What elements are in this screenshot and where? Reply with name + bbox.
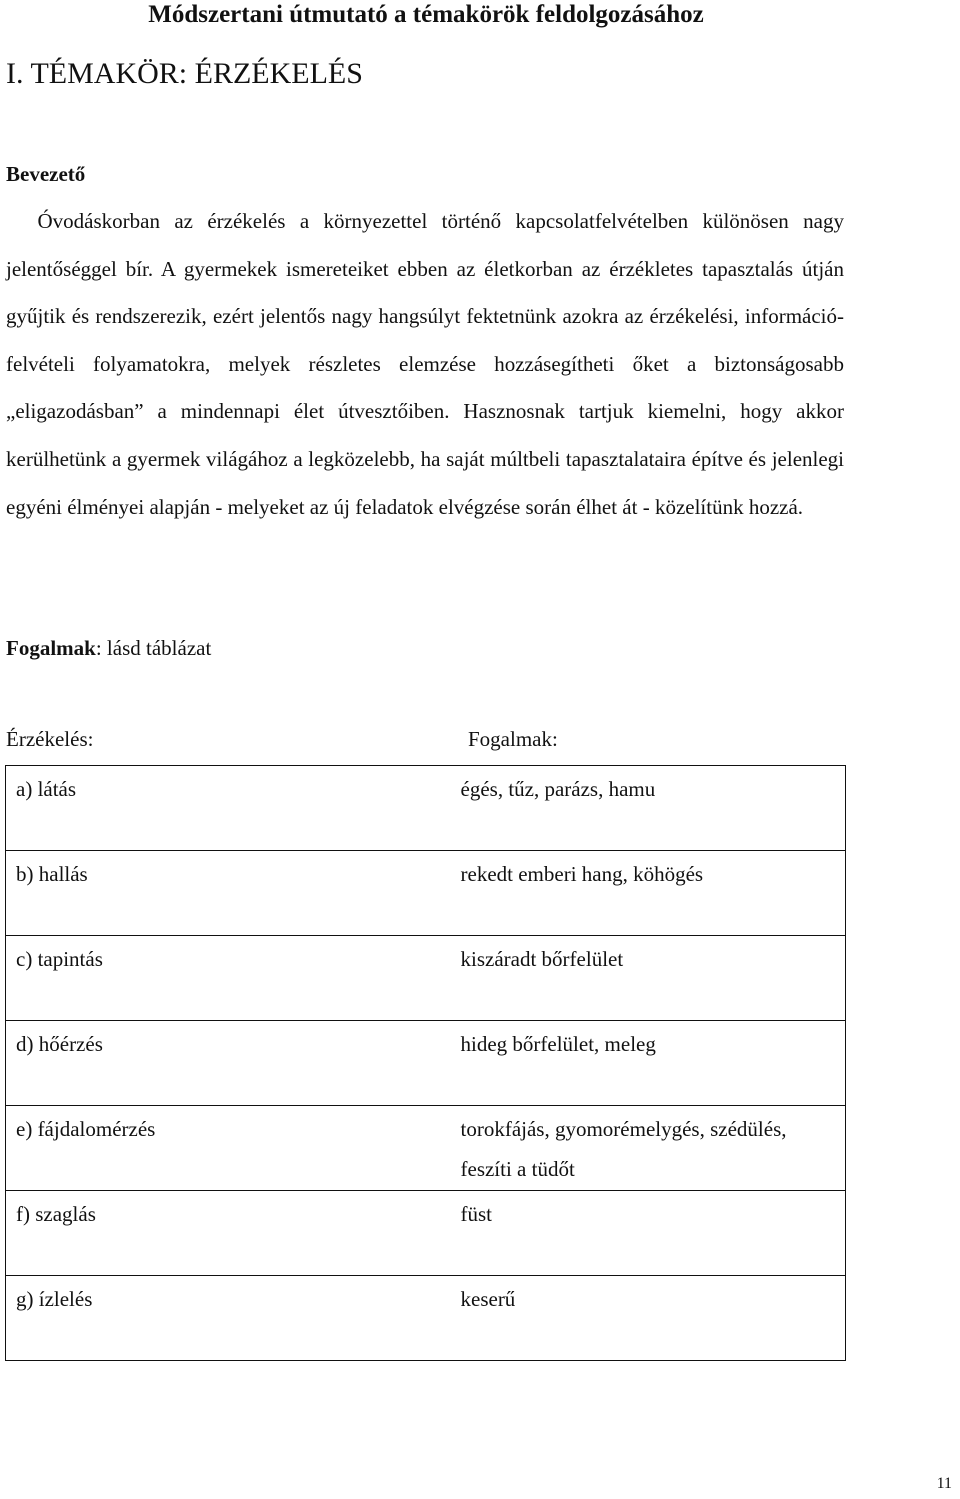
table-row [6,766,846,851]
table-header-senses: Érzékelés: [6,727,94,751]
chapter-title: I. TÉMAKÖR: ÉRZÉKELÉS [6,57,363,90]
table-row [6,1021,846,1106]
concepts-line [6,634,211,662]
sense-cell: f) szaglás [6,1191,450,1276]
table-header-concepts: Fogalmak: [468,727,558,751]
concepts-label: Fogalmak [6,636,96,660]
concepts-cell: kiszáradt bőrfelület [450,936,846,1021]
page-title: Módszertani útmutató a témakörök feldolgozásához [148,1,704,28]
concepts-cell: torokfájás, gyomorémelygés, szédülés, feszíti a tüdőt [450,1106,846,1191]
concepts-cell: rekedt emberi hang, köhögés [450,851,846,936]
concepts-text: : lásd táblázat [95,636,212,660]
sense-cell: g) ízlelés [6,1276,450,1361]
table-row [6,851,846,936]
table-row [6,1106,846,1191]
concepts-cell: hideg bőrfelület, meleg [450,1021,846,1106]
page-number: 11 [936,1475,952,1492]
sense-cell: b) hallás [6,851,450,936]
concepts-cell: égés, tűz, parázs, hamu [450,766,846,851]
intro-paragraph: Óvodáskorban az érzékelés a környezettel történő kapcsolatfelvételben különösen nagy jelentőséggel bír. A gyermekek ismereteiket ebben az életkorban az érzékletes tapasztalás útján gyűjtik és rendszerezik, ezért jelentős nagy hangsúlyt fektetnünk azokra az érzékelési, információ-felvételi folyamatokra, melyek részletes elemzése hozzásegítheti őket a biztonságosabb „eligazodásban” a mindennapi élet útvesztőiben. Hasznosnak tartjuk kiemelni, hogy akkor kerülhetünk a gyermek világához a legközelebb, ha saját múltbeli tapasztalataira építve és jelenlegi egyéni élményei alapján - melyeket az új feladatok elvégzése során élhet át - közelítünk hozzá. [6,209,844,519]
table-row [6,1191,846,1276]
intro-heading: Bevezető [6,162,86,186]
table-row [6,1276,846,1361]
sense-cell: a) látás [6,766,450,851]
concepts-cell: keserű [450,1276,846,1361]
sense-cell: c) tapintás [6,936,450,1021]
concepts-cell: füst [450,1191,846,1276]
sense-cell: e) fájdalomérzés [6,1106,450,1191]
sense-cell: d) hőérzés [6,1021,450,1106]
senses-table [5,765,846,1361]
table-row [6,936,846,1021]
